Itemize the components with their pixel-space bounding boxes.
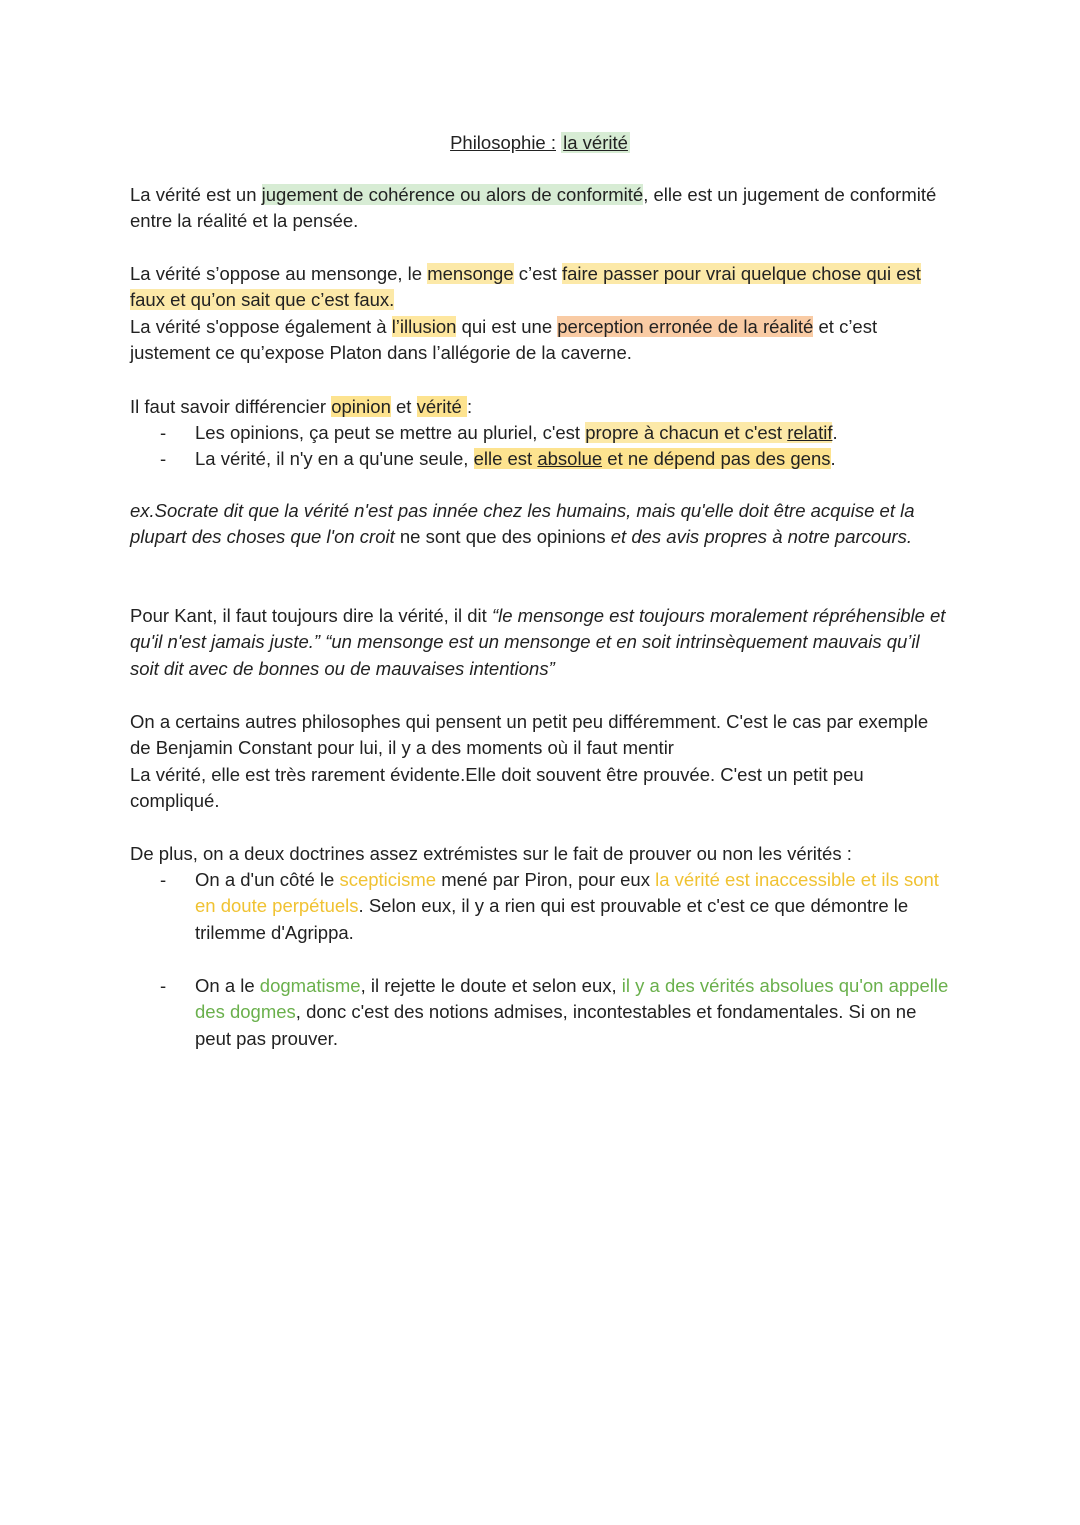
list-item-dogmatisme (130, 973, 950, 1052)
italic-text: et des avis propres à notre parcours. (610, 526, 913, 548)
highlight-yellow: elle est (473, 448, 538, 469)
paragraph-constant (130, 709, 950, 815)
text-span: On a le (195, 975, 260, 996)
paragraph-socrate (130, 498, 950, 551)
text-span: Les opinions, ça peut se mettre au pluriel, c'est (195, 422, 586, 443)
paragraph-doctrines (130, 841, 950, 867)
text-span: De plus, on a deux doctrines assez extrémistes sur le fait de prouver ou non les vérités : (130, 843, 852, 864)
highlight-yellow: faire passer pour vrai quelque chose qui est faux et qu’on sait que c’est faux. (130, 263, 921, 311)
highlight-yellow: opinion (331, 396, 391, 417)
list-item (130, 446, 950, 472)
bullet-dash: - (160, 422, 167, 443)
text-span: et c’est justement ce qu’expose Platon dans l’allégorie de la caverne. (130, 316, 878, 364)
text-span: qui est une (456, 316, 558, 337)
paragraph-opinion-verite (130, 394, 950, 420)
text-span: La vérité est un (130, 184, 262, 205)
text-span: . Selon eux, il y a rien qui est prouvable et c'est ce que démontre le trilemme d'Agrippa. (195, 895, 909, 943)
list-item-scepticisme (130, 867, 950, 946)
colored-text-green: il y a des vérités absolues qu'on appelle des dogmes (195, 975, 949, 1023)
text-span: , il rejette le doute et selon eux, (360, 975, 622, 996)
bullet-dash: - (160, 869, 167, 890)
highlight-orange: perception erronée de la réalité (557, 316, 814, 337)
paragraph-definition (130, 182, 950, 235)
text-span: Pour Kant, il faut toujours dire la vérité, il dit (130, 605, 492, 626)
highlight-underlined: relatif (787, 422, 833, 443)
text-span: On a d'un côté le (195, 869, 340, 890)
highlight-yellow: vérité (416, 396, 467, 417)
colored-text-yellow: la vérité est inaccessible et ils sont en doute perpétuels (195, 869, 939, 917)
text-span: . (830, 448, 836, 469)
page-title (0, 131, 1080, 155)
italic-text: ex.Socrate dit que la vérité n'est pas innée chez les humains, mais qu'elle doit être acquise et la plupart des choses que l'on croit (130, 500, 915, 548)
text-line: On a certains autres philosophes qui pensent un petit peu différemment. C'est le cas par exemple de Benjamin Constant pour lui, il y a des moments où il faut mentir (130, 711, 929, 759)
paragraph-kant (130, 603, 950, 682)
colored-text-yellow: scepticisme (339, 869, 437, 890)
highlight-yellow: et ne dépend pas des gens (602, 448, 831, 469)
highlight-underlined: absolue (537, 448, 603, 469)
bullet-dash: - (160, 448, 167, 469)
text-span: La vérité s'oppose également à (130, 316, 392, 337)
paragraph-mensonge (130, 261, 950, 314)
title-topic: la vérité (563, 132, 628, 153)
highlight-yellow: propre à chacun et c'est (585, 422, 788, 443)
title-subject: Philosophie : (450, 132, 556, 153)
text-span: , donc c'est des notions admises, incontestables et fondamentales. Si on ne peut pas prouver. (195, 1001, 917, 1049)
paragraph-illusion (130, 314, 950, 367)
text-span: La vérité, il n'y en a qu'une seule, (195, 448, 474, 469)
bullet-dash: - (160, 975, 167, 996)
text-span: . (832, 422, 838, 443)
text-span: La vérité s’oppose au mensonge, le (130, 263, 428, 284)
highlight-yellow: l’illusion (391, 316, 457, 337)
text-span: et (390, 396, 417, 417)
italic-quote: “le mensonge est toujours moralement répréhensible et qu'il n'est jamais juste.” “un mensonge est un mensonge et en soit intrinsèquement mauvais qu’il soit dit avec de bonnes ou de mauvaises intentions” (130, 605, 946, 679)
text-span: Il faut savoir différencier (130, 396, 332, 417)
list-item (130, 420, 950, 446)
text-span: mené par Piron, pour eux (436, 869, 656, 890)
text-line: La vérité, elle est très rarement évidente.Elle doit souvent être prouvée. C'est un petit peu compliqué. (130, 763, 864, 812)
highlight-yellow: mensonge (427, 263, 514, 284)
text-span: c’est (513, 263, 562, 284)
text-span: , elle est un jugement de conformité entre la réalité et la pensée. (130, 184, 937, 232)
text-span: ne sont que des opinions (394, 526, 611, 548)
text-span: : (466, 396, 473, 417)
highlight-green: jugement de cohérence ou alors de conformité (261, 184, 644, 205)
colored-text-green: dogmatisme (259, 975, 361, 996)
